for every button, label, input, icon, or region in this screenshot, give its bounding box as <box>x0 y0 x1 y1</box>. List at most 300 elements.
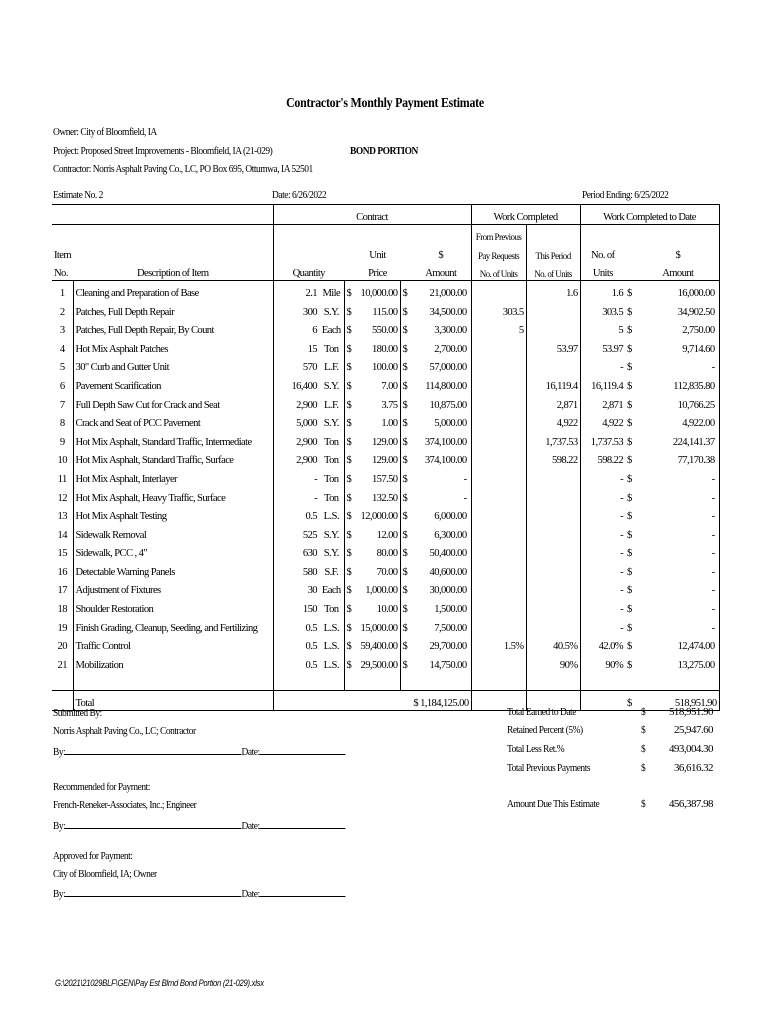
item-previous-units <box>471 597 526 616</box>
to-date-dollar: $ <box>627 659 632 671</box>
signature-line <box>65 818 241 829</box>
signature-line <box>65 744 241 755</box>
item-unit-price: 29,500.00 <box>360 659 398 671</box>
item-this-period-units <box>526 542 580 561</box>
item-unit: Ton <box>323 436 339 448</box>
table-row <box>52 449 719 468</box>
item-units-to-date: 53.97 <box>580 337 625 356</box>
price-dollar: $ <box>344 337 355 356</box>
item-number: 16 <box>57 566 67 578</box>
item-units-to-date: 90% <box>580 653 625 672</box>
item-unit-price: 132.50 <box>371 492 398 504</box>
item-amount-to-date: 10,766.25 <box>637 393 719 412</box>
recommended-org: French-Reneker-Associates, Inc.; Engineer <box>53 799 197 811</box>
item-previous-units <box>471 486 526 505</box>
table-row <box>52 281 719 300</box>
item-previous-units: 303.5 <box>471 300 526 319</box>
item-unit: L.S. <box>323 641 339 653</box>
item-description: 30" Curb and Gutter Unit <box>73 356 273 375</box>
item-previous-units <box>471 523 526 542</box>
date-label: Date: <box>241 746 260 758</box>
item-this-period-units <box>526 560 580 579</box>
item-quantity: 150 <box>273 597 319 616</box>
total-row <box>52 691 719 711</box>
header-pay-requests: Pay Requests <box>471 243 526 262</box>
item-unit: S.Y. <box>323 548 339 560</box>
item-contract-amount: 374,100.00 <box>424 455 467 467</box>
summary-label: Retained Percent (5%) <box>507 724 583 736</box>
item-contract-amount: 34,500.00 <box>429 306 467 318</box>
item-unit-price: 129.00 <box>371 436 398 448</box>
item-contract-amount: 50,400.00 <box>429 548 467 560</box>
item-unit-price: 12.00 <box>376 529 398 541</box>
signature-line <box>65 886 241 897</box>
table-row <box>52 337 719 356</box>
table-row <box>52 300 719 319</box>
item-number: 1 <box>59 287 65 299</box>
item-units-to-date: - <box>580 505 625 524</box>
item-this-period-units <box>526 505 580 524</box>
amount-due-dollar: $ <box>641 798 646 810</box>
header-units: Units <box>580 262 625 281</box>
to-date-dollar: $ <box>627 622 632 634</box>
to-date-dollar: $ <box>627 641 632 653</box>
header-amount: Amount <box>411 262 471 281</box>
item-description: Adjustment of Fixtures <box>73 579 273 598</box>
summary-dollar: $ <box>641 762 646 774</box>
summary-value: 25,947.60 <box>673 724 713 736</box>
item-description: Hot Mix Asphalt Patches <box>73 337 273 356</box>
summary-dollar: $ <box>641 724 646 736</box>
price-dollar: $ <box>344 449 355 468</box>
table-row <box>52 393 719 412</box>
to-date-dollar: $ <box>627 362 632 374</box>
item-amount-to-date: - <box>637 486 719 505</box>
item-this-period-units <box>526 579 580 598</box>
table-row <box>52 430 719 449</box>
item-unit: L.F. <box>324 362 339 374</box>
item-contract-amount: 10,875.00 <box>429 399 467 411</box>
item-units-to-date: 5 <box>580 319 625 338</box>
item-previous-units <box>471 281 526 300</box>
item-quantity: 0.5 <box>273 653 319 672</box>
table-row <box>52 505 719 524</box>
item-number: 17 <box>57 585 67 597</box>
item-this-period-units: 598.22 <box>526 449 580 468</box>
item-unit: L.F. <box>324 399 339 411</box>
table-row <box>52 635 719 654</box>
price-dollar: $ <box>344 374 355 393</box>
item-unit-price: 80.00 <box>376 548 398 560</box>
item-description: Crack and Seat of PCC Pavement <box>73 412 273 431</box>
item-unit-price: 10,000.00 <box>355 281 400 300</box>
bond-portion-label: BOND PORTION <box>350 145 418 157</box>
summary-label: Total Previous Payments <box>507 762 591 774</box>
item-unit: S.F. <box>324 566 339 578</box>
approved-label: Approved for Payment: <box>53 850 133 862</box>
item-description: Sidewalk, PCC , 4" <box>73 542 273 561</box>
item-number: 7 <box>59 399 65 411</box>
to-date-dollar: $ <box>627 566 632 578</box>
header-description: Description of Item <box>73 262 273 281</box>
estimate-number: Estimate No. 2 <box>53 189 103 201</box>
item-number: 2 <box>59 306 65 318</box>
header-from-previous: From Previous <box>471 224 526 243</box>
amount-dollar: $ <box>400 597 411 616</box>
item-description: Hot Mix Asphalt, Standard Traffic, Intermediate <box>73 430 273 449</box>
amount-dollar: $ <box>400 579 411 598</box>
table-row <box>52 374 719 393</box>
header-dollar-2: $ <box>637 243 719 262</box>
item-number: 5 <box>59 362 65 374</box>
header-contract: Contract <box>273 205 471 225</box>
item-quantity: 2,900 <box>273 449 319 468</box>
item-description: Pavement Scarification <box>73 374 273 393</box>
table-row <box>52 597 719 616</box>
table-row <box>52 523 719 542</box>
item-number: 14 <box>57 529 67 541</box>
to-date-dollar: $ <box>627 548 632 560</box>
amount-due-label: Amount Due This Estimate <box>507 798 600 810</box>
item-this-period-units <box>526 523 580 542</box>
item-description: Traffic Control <box>73 635 273 654</box>
header-row-2 <box>52 224 719 243</box>
item-unit: Ton <box>323 604 339 616</box>
item-units-to-date: - <box>580 523 625 542</box>
item-unit: Ton <box>323 492 339 504</box>
item-units-to-date: 598.22 <box>580 449 625 468</box>
date-line <box>260 818 346 829</box>
summary-dollar: $ <box>641 743 646 755</box>
item-quantity: 2.1 <box>273 281 319 300</box>
item-previous-units <box>471 356 526 375</box>
item-quantity: 2,900 <box>273 393 319 412</box>
item-number: 21 <box>57 659 67 671</box>
item-this-period-units: 1.6 <box>526 281 580 300</box>
document-title: Contractor's Monthly Payment Estimate <box>286 96 484 111</box>
item-units-to-date: - <box>580 560 625 579</box>
item-unit: S.Y. <box>323 529 339 541</box>
recommended-label: Recommended for Payment: <box>53 781 150 793</box>
price-dollar: $ <box>344 635 355 654</box>
item-amount-to-date: 34,902.50 <box>637 300 719 319</box>
amount-dollar: $ <box>400 486 411 505</box>
total-to-date-amount: 518,951.90 <box>637 691 719 711</box>
header-unit: Unit <box>369 249 386 261</box>
submitted-by-line <box>53 744 346 758</box>
item-previous-units <box>471 412 526 431</box>
to-date-dollar: $ <box>627 511 632 523</box>
header-no-of: No. of <box>580 243 625 262</box>
price-dollar: $ <box>344 281 355 300</box>
item-unit-price: 1.00 <box>381 418 398 430</box>
price-dollar: $ <box>344 412 355 431</box>
item-quantity: 0.5 <box>273 505 319 524</box>
item-number: 12 <box>57 492 67 504</box>
summary-value: 493,004.30 <box>668 743 713 755</box>
header-quantity: Quantity <box>273 262 344 281</box>
amount-dollar: $ <box>400 374 411 393</box>
to-date-dollar: $ <box>627 380 632 392</box>
header-dollar: $ <box>438 249 444 261</box>
item-unit-price: 157.50 <box>371 473 398 485</box>
to-date-dollar: $ <box>627 492 632 504</box>
item-unit: L.S. <box>323 622 339 634</box>
item-number: 8 <box>59 418 65 430</box>
item-unit-price: 3.75 <box>381 399 398 411</box>
table-row <box>52 356 719 375</box>
table-row <box>52 486 719 505</box>
amount-dollar: $ <box>400 542 411 561</box>
item-number: 11 <box>57 473 67 485</box>
date-line <box>260 744 346 755</box>
date-label: Date: <box>241 820 260 832</box>
item-number: 3 <box>59 325 65 337</box>
item-number: 20 <box>57 641 67 653</box>
price-dollar: $ <box>344 430 355 449</box>
to-date-dollar: $ <box>627 604 632 616</box>
item-amount-to-date: 9,714.60 <box>637 337 719 356</box>
item-contract-amount: 40,600.00 <box>429 566 467 578</box>
total-label: Total <box>73 691 273 711</box>
item-number: 15 <box>57 548 67 560</box>
amount-dollar: $ <box>400 523 411 542</box>
item-quantity: 630 <box>273 542 319 561</box>
price-dollar: $ <box>344 486 355 505</box>
amount-dollar: $ <box>400 430 411 449</box>
item-quantity: 2,900 <box>273 430 319 449</box>
to-date-dollar: $ <box>627 399 632 411</box>
item-description: Shoulder Restoration <box>73 597 273 616</box>
item-quantity: 6 <box>273 319 319 338</box>
item-this-period-units <box>526 467 580 486</box>
item-units-to-date: 303.5 <box>580 300 625 319</box>
item-units-to-date: - <box>580 616 625 635</box>
item-description: Hot Mix Asphalt Testing <box>73 505 273 524</box>
item-number: 13 <box>57 511 67 523</box>
item-this-period-units: 53.97 <box>526 337 580 356</box>
summary-value: 518,951.90 <box>668 706 713 718</box>
item-contract-amount: - <box>463 492 467 504</box>
item-previous-units <box>471 579 526 598</box>
to-date-dollar: $ <box>627 585 632 597</box>
summary-label: Total Less Ret.% <box>507 743 565 755</box>
header-no-of-units-this: No. of Units <box>526 262 580 281</box>
header-price: Price <box>355 262 400 281</box>
header-no: No. <box>52 262 73 281</box>
item-contract-amount: 7,500.00 <box>434 622 467 634</box>
item-previous-units <box>471 374 526 393</box>
item-description: Finish Grading, Cleanup, Seeding, and Fertilizing <box>73 616 273 635</box>
amount-dollar: $ <box>400 449 411 468</box>
item-unit: S.Y. <box>323 418 339 430</box>
to-date-dollar: $ <box>627 473 632 485</box>
item-previous-units: 5 <box>471 319 526 338</box>
item-description: Sidewalk Removal <box>73 523 273 542</box>
total-contract-amount: $ 1,184,125.00 <box>400 691 471 711</box>
item-number: 19 <box>57 622 67 634</box>
item-unit-price: 100.00 <box>371 362 398 374</box>
item-units-to-date: - <box>580 486 625 505</box>
item-quantity: 300 <box>273 300 319 319</box>
item-amount-to-date: 112,835.80 <box>637 374 719 393</box>
item-unit: L.S. <box>323 511 339 523</box>
item-number: 10 <box>57 455 67 467</box>
item-this-period-units: 40.5% <box>526 635 580 654</box>
amount-dollar: $ <box>400 653 411 672</box>
item-description: Hot Mix Asphalt, Standard Traffic, Surface <box>73 449 273 468</box>
amount-dollar: $ <box>400 467 411 486</box>
price-dollar: $ <box>344 579 355 598</box>
item-amount-to-date: 16,000.00 <box>637 281 719 300</box>
item-unit: Each <box>321 325 341 337</box>
total-to-date-dollar: $ <box>625 691 637 711</box>
item-number: 4 <box>59 343 65 355</box>
spacer-row <box>52 672 719 691</box>
item-this-period-units: 2,871 <box>526 393 580 412</box>
price-dollar: $ <box>344 319 355 338</box>
header-amount-2: Amount <box>637 262 719 281</box>
to-date-dollar: $ <box>625 281 637 300</box>
amount-dollar: $ <box>400 319 411 338</box>
item-previous-units <box>471 542 526 561</box>
item-contract-amount: 1,500.00 <box>434 604 467 616</box>
item-this-period-units: 1,737.53 <box>526 430 580 449</box>
amount-dollar: $ <box>400 616 411 635</box>
item-amount-to-date: - <box>637 542 719 561</box>
item-unit: Ton <box>323 343 339 355</box>
estimate-table <box>52 204 720 711</box>
item-unit: Mile <box>319 281 344 300</box>
amount-dollar: $ <box>400 635 411 654</box>
header-row-4 <box>52 262 719 281</box>
submitted-by-label: Submitted By: <box>53 707 102 719</box>
item-quantity: 580 <box>273 560 319 579</box>
item-description: Patches, Full Depth Repair, By Count <box>73 319 273 338</box>
price-dollar: $ <box>344 393 355 412</box>
item-previous-units <box>471 449 526 468</box>
item-contract-amount: 6,000.00 <box>434 511 467 523</box>
price-dollar: $ <box>344 300 355 319</box>
to-date-dollar: $ <box>627 343 632 355</box>
table-row <box>52 616 719 635</box>
by-label: By: <box>53 746 66 758</box>
item-description: Cleaning and Preparation of Base <box>73 281 273 300</box>
item-description: Mobilization <box>73 653 273 672</box>
item-quantity: 0.5 <box>273 616 319 635</box>
item-contract-amount: 5,000.00 <box>434 418 467 430</box>
item-description: Detectable Warning Panels <box>73 560 273 579</box>
item-contract-amount: 6,300.00 <box>434 529 467 541</box>
item-unit-price: 12,000.00 <box>360 511 398 523</box>
item-units-to-date: 42.0% <box>580 635 625 654</box>
item-units-to-date: - <box>580 356 625 375</box>
item-contract-amount: 29,700.00 <box>429 641 467 653</box>
header-work-completed-to-date: Work Completed to Date <box>580 205 719 225</box>
by-label: By: <box>53 820 66 832</box>
item-contract-amount: 30,000.00 <box>429 585 467 597</box>
date-line <box>260 886 346 897</box>
summary-value: 36,616.32 <box>673 762 713 774</box>
estimate-date: Date: 6/26/2022 <box>272 189 327 201</box>
header-row-3 <box>52 243 719 262</box>
amount-dollar: $ <box>400 281 411 300</box>
table-row <box>52 412 719 431</box>
to-date-dollar: $ <box>627 436 632 448</box>
item-previous-units: 1.5% <box>471 635 526 654</box>
table-row <box>52 560 719 579</box>
item-this-period-units: 16,119.4 <box>526 374 580 393</box>
contractor-line: Contractor: Norris Asphalt Paving Co., LC, PO Box 695, Ottumwa, IA 52501 <box>53 163 313 175</box>
item-quantity: 30 <box>273 579 319 598</box>
file-path-footer: G:\2021\21029BLF\GEN\Pay Est Blmd Bond Portion (21-029).xlsx <box>55 978 264 988</box>
item-amount-to-date: - <box>637 523 719 542</box>
price-dollar: $ <box>344 560 355 579</box>
table-row <box>52 579 719 598</box>
item-contract-amount: 14,750.00 <box>429 659 467 671</box>
item-unit: Ton <box>323 473 339 485</box>
amount-dollar: $ <box>400 337 411 356</box>
item-description: Hot Mix Asphalt, Interlayer <box>73 467 273 486</box>
item-unit: Each <box>321 585 341 597</box>
header-item: Item <box>54 249 72 261</box>
project-line: Project: Proposed Street Improvements - Bloomfield, IA (21-029) <box>53 145 273 157</box>
item-previous-units <box>471 337 526 356</box>
header-work-completed: Work Completed <box>471 205 580 225</box>
item-unit-price: 115.00 <box>372 306 398 318</box>
item-contract-amount: 2,700.00 <box>434 343 467 355</box>
item-quantity: - <box>273 486 319 505</box>
to-date-dollar: $ <box>627 529 632 541</box>
item-amount-to-date: 13,275.00 <box>637 653 719 672</box>
item-this-period-units: 4,922 <box>526 412 580 431</box>
item-unit: S.Y. <box>323 306 339 318</box>
item-unit-price: 1,000.00 <box>365 585 398 597</box>
table-row <box>52 653 719 672</box>
summary-label: Total Earned to Date <box>507 706 576 718</box>
item-previous-units <box>471 467 526 486</box>
price-dollar: $ <box>344 542 355 561</box>
price-dollar: $ <box>344 616 355 635</box>
item-amount-to-date: - <box>637 597 719 616</box>
item-units-to-date: 4,922 <box>580 412 625 431</box>
item-units-to-date: - <box>580 467 625 486</box>
item-quantity: 5,000 <box>273 412 319 431</box>
item-unit: L.S. <box>323 659 339 671</box>
amount-dollar: $ <box>400 356 411 375</box>
amount-dollar: $ <box>400 393 411 412</box>
date-label: Date: <box>241 888 260 900</box>
item-units-to-date: - <box>580 542 625 561</box>
owner-line: Owner: City of Bloomfield, IA <box>53 126 157 138</box>
item-description: Patches, Full Depth Repair <box>73 300 273 319</box>
price-dollar: $ <box>344 467 355 486</box>
item-unit-price: 59,400.00 <box>360 641 398 653</box>
item-quantity: 570 <box>273 356 319 375</box>
item-this-period-units <box>526 319 580 338</box>
item-contract-amount: 374,100.00 <box>424 436 467 448</box>
item-description: Hot Mix Asphalt, Heavy Traffic, Surface <box>73 486 273 505</box>
item-amount-to-date: - <box>637 579 719 598</box>
item-number: 6 <box>59 380 65 392</box>
item-amount-to-date: 224,141.37 <box>637 430 719 449</box>
price-dollar: $ <box>344 523 355 542</box>
item-this-period-units <box>526 616 580 635</box>
item-unit-price: 129.00 <box>371 455 398 467</box>
item-previous-units <box>471 393 526 412</box>
to-date-dollar: $ <box>627 306 632 318</box>
item-this-period-units <box>526 597 580 616</box>
